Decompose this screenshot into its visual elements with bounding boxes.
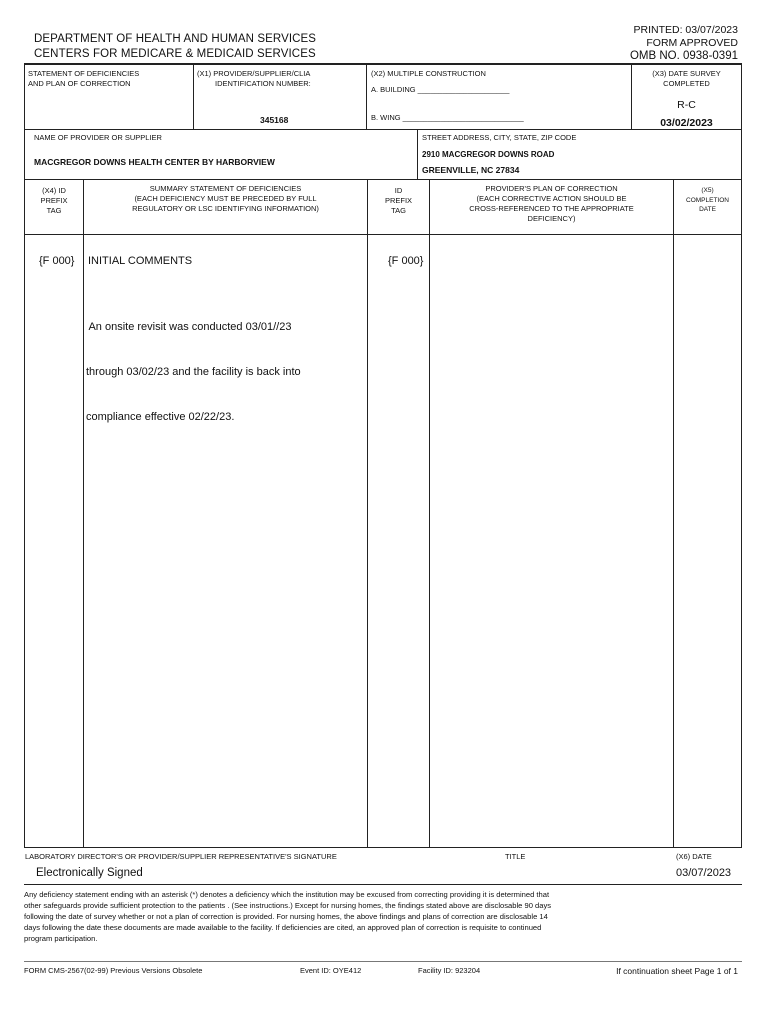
omb-number: OMB NO. 0938-0391: [629, 50, 738, 62]
x4-tag: {F 000}: [39, 255, 75, 267]
wing-field: B. WING _____________________________: [371, 113, 524, 122]
x2-label: (X2) MULTIPLE CONSTRUCTION: [371, 69, 486, 78]
form-approved: FORM APPROVED: [646, 37, 738, 49]
signature-label: LABORATORY DIRECTOR'S OR PROVIDER/SUPPLIER REPRESENTATIVE'S SIGNATURE: [25, 852, 337, 861]
disclaimer: Any deficiency statement ending with an asterisk (*) denotes a deficiency which the institution may be excused from correcting providing it is determined that other safeguards provide sufficient protection to the patients . (See instructions.) Except for nursing homes, the findings stated above are disclosable 90 days following the date of survey whether or not a plan of correction is provided. For nursing homes, the above findings and plans of correction are disclosable 14 days following the date these documents are made available to the facility. If deficiencies are cited, an approved plan of correction is requisite to continued program participation.: [24, 890, 552, 943]
body-bottom-border: [24, 847, 742, 848]
survey-date: 03/02/2023: [660, 117, 713, 129]
divider: [673, 179, 674, 847]
divider: [741, 179, 742, 847]
id-header: ID PREFIX TAG: [384, 186, 413, 215]
page-indicator: If continuation sheet Page 1 of 1: [616, 966, 738, 976]
form-approval-block: [630, 24, 738, 63]
x3-label: (X3) DATE SURVEY COMPLETED: [652, 69, 721, 88]
divider: [24, 129, 25, 179]
provider-name: MACGREGOR DOWNS HEALTH CENTER BY HARBORVIEW: [34, 157, 275, 167]
id-tag: {F 000}: [388, 255, 424, 267]
divider: [193, 63, 194, 129]
printed-date: PRINTED: 03/07/2023: [633, 24, 738, 36]
agency-header: [34, 32, 316, 62]
dept-line-2: CENTERS FOR MEDICARE & MEDICAID SERVICES: [34, 48, 316, 60]
x1-label: (X1) PROVIDER/SUPPLIER/CLIA IDENTIFICATION NUMBER:: [197, 69, 311, 88]
divider: [741, 129, 742, 179]
divider: [83, 179, 84, 847]
title-label: TITLE: [505, 852, 526, 861]
row-border: [24, 129, 742, 130]
divider: [24, 63, 25, 129]
plan-header: PROVIDER'S PLAN OF CORRECTION (EACH CORRECTIVE ACTION SHOULD BE CROSS-REFERENCED TO THE APPROPRIATE DEFICIENCY): [469, 184, 634, 223]
event-id: Event ID: OYE412: [300, 966, 362, 975]
divider: [367, 179, 368, 847]
survey-code: R-C: [677, 99, 696, 111]
entry-title: INITIAL COMMENTS: [88, 255, 193, 267]
divider: [366, 63, 367, 129]
form-number: FORM CMS-2567(02-99) Previous Versions Obsolete: [24, 966, 203, 975]
summary-header: SUMMARY STATEMENT OF DEFICIENCIES (EACH DEFICIENCY MUST BE PRECEDED BY FULL REGULATORY OR LSC IDENTIFYING INFORMATION): [132, 184, 319, 213]
divider: [741, 63, 742, 129]
footer-rule: [24, 961, 742, 962]
address-label: STREET ADDRESS, CITY, STATE, ZIP CODE: [422, 133, 577, 142]
divider: [417, 129, 418, 179]
top-border: [24, 63, 742, 65]
entry-text: An onsite revisit was conducted 03/01//23 through 03/02/23 and the facility is back into compliance effective 02/22/23.: [86, 321, 301, 423]
facility-id: Facility ID: 923204: [418, 966, 481, 975]
city-state-zip: GREENVILLE, NC 27834: [422, 165, 520, 175]
header-bottom-border: [24, 234, 742, 235]
building-field: A. BUILDING ______________________: [371, 85, 510, 94]
x4-header: (X4) ID PREFIX TAG: [40, 186, 68, 215]
statement-label: STATEMENT OF DEFICIENCIES AND PLAN OF CORRECTION: [28, 69, 140, 88]
dept-line-1: DEPARTMENT OF HEALTH AND HUMAN SERVICES: [34, 33, 317, 45]
x5-header: (X5) COMPLETION DATE: [686, 187, 729, 213]
divider: [24, 179, 25, 847]
signature-value: Electronically Signed: [36, 867, 143, 879]
street-address: 2910 MACGREGOR DOWNS ROAD: [422, 150, 555, 159]
signature-date: 03/07/2023: [676, 867, 732, 879]
provider-name-label: NAME OF PROVIDER OR SUPPLIER: [34, 133, 162, 142]
provider-id-number: 345168: [260, 115, 289, 125]
divider: [429, 179, 430, 847]
x6-date-label: (X6) DATE: [676, 852, 712, 861]
signature-bottom-border: [24, 884, 742, 885]
row-border: [24, 179, 742, 180]
